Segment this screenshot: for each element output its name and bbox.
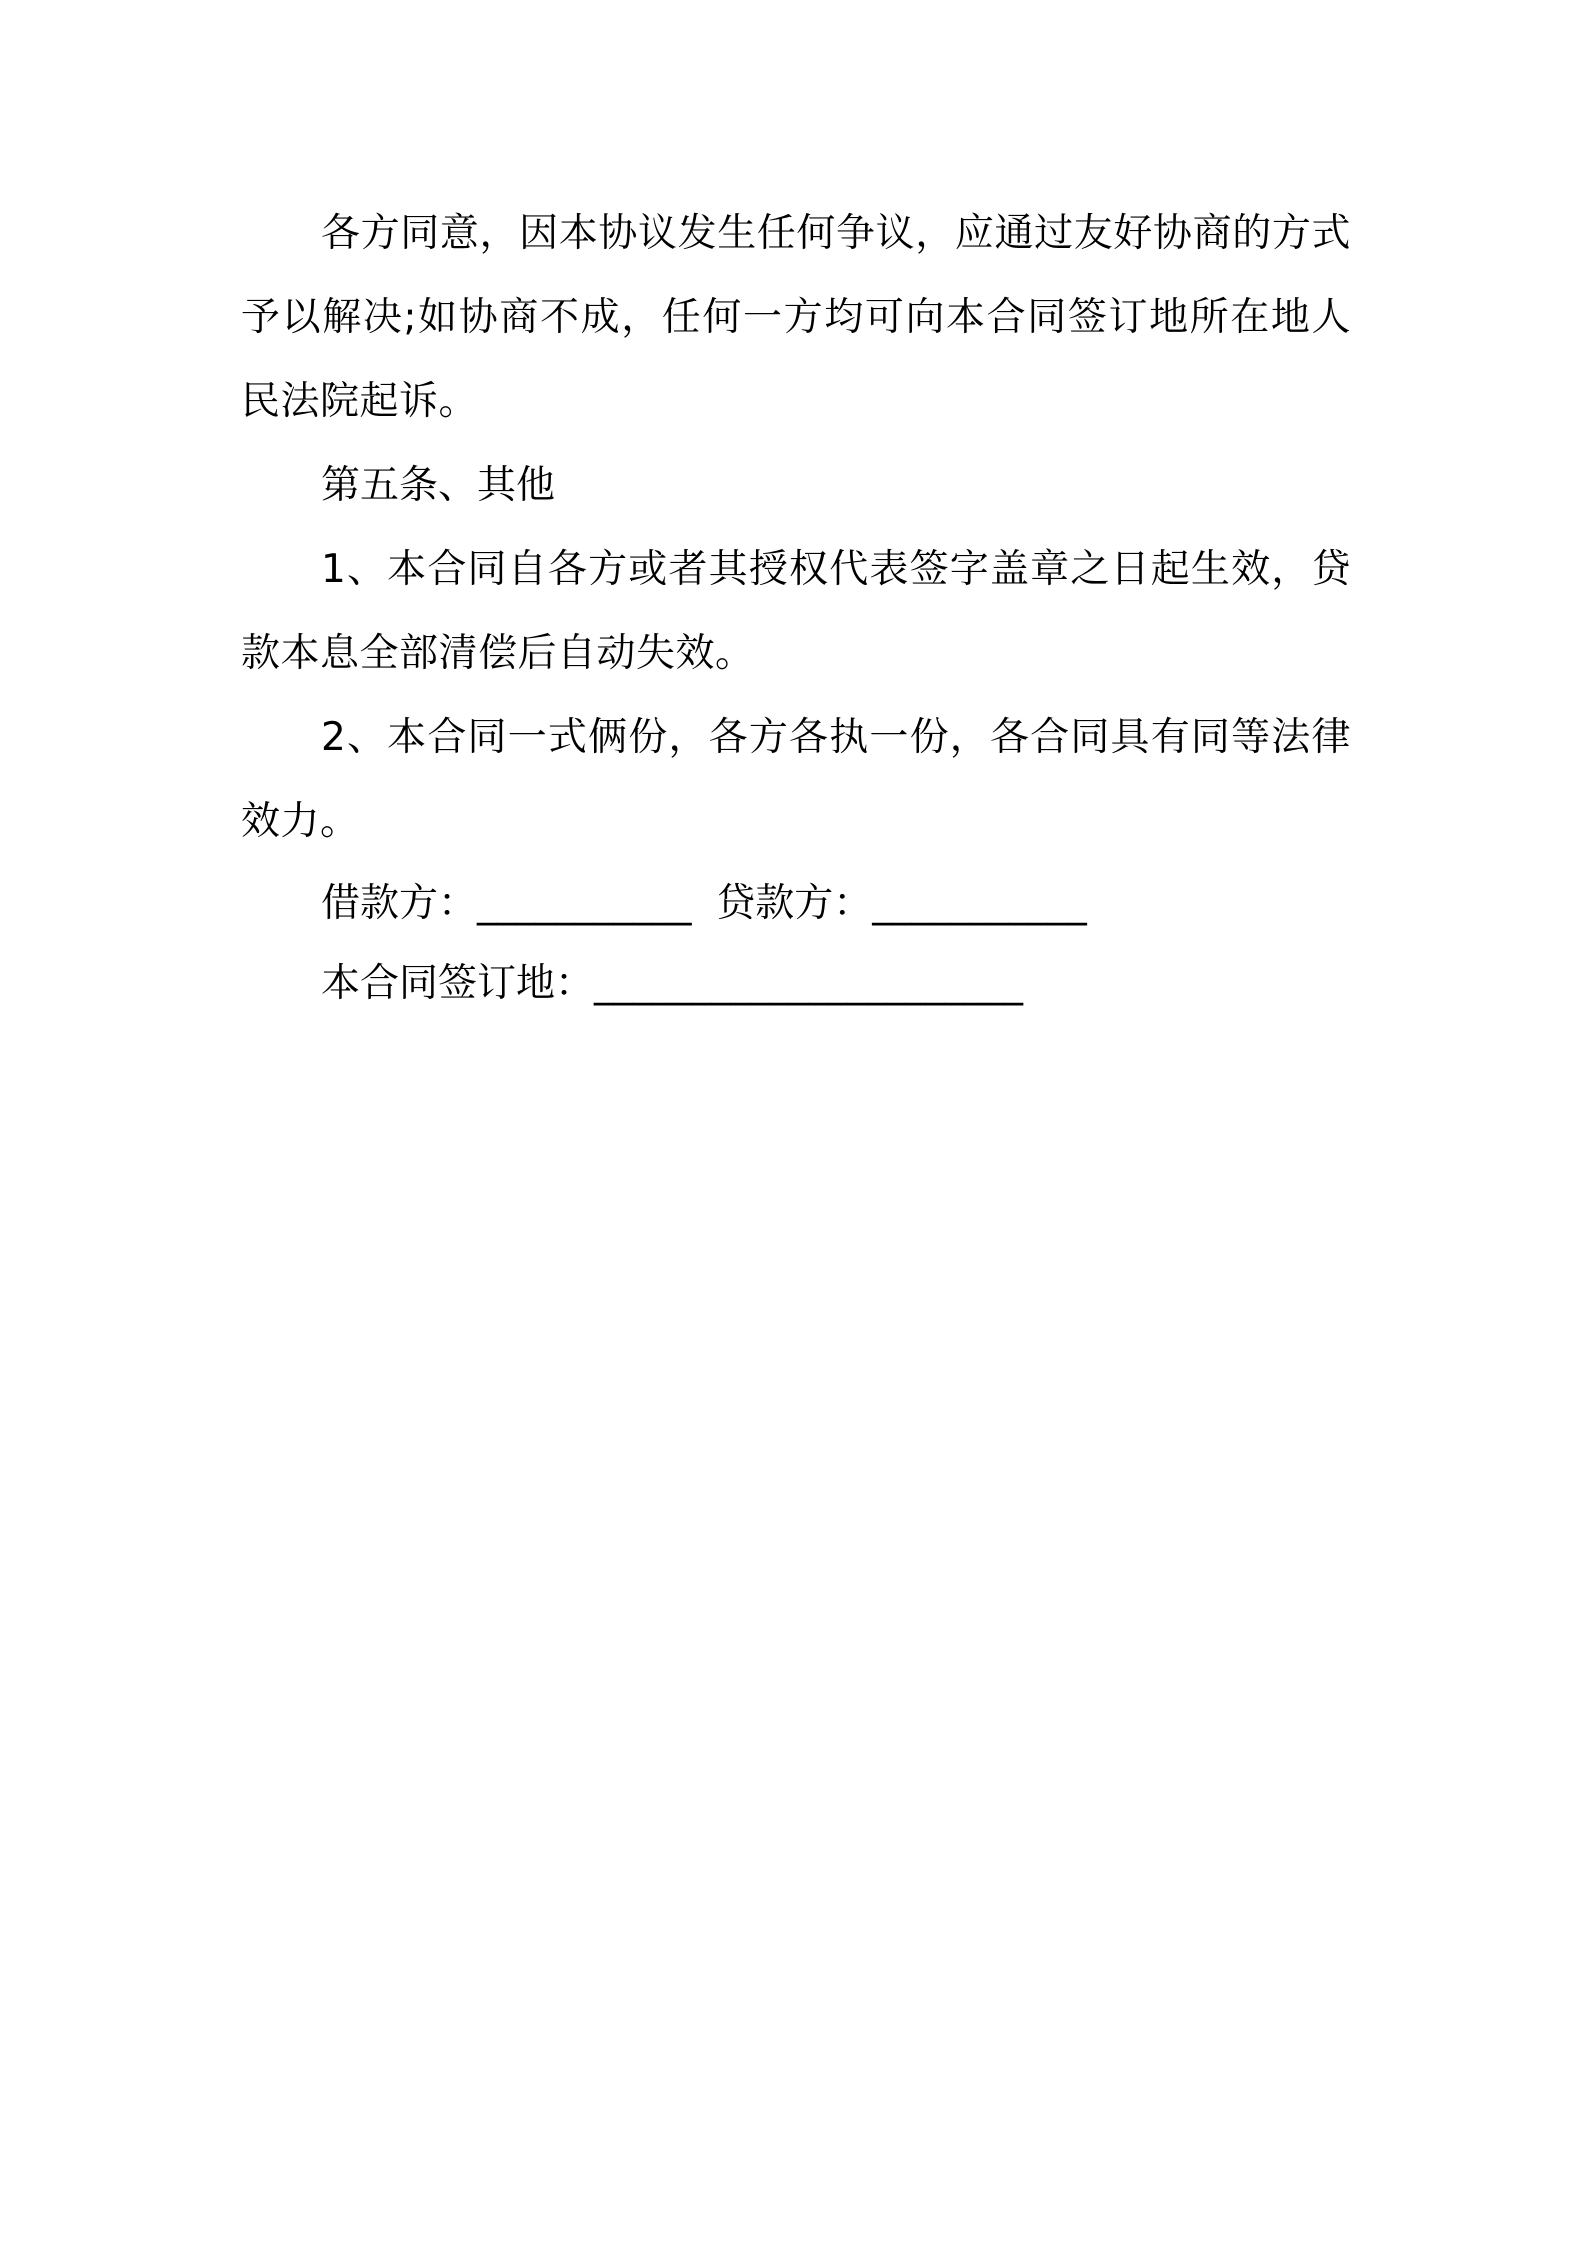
signature-parties-line: 借款方：___________ 贷款方：___________ (321, 881, 1087, 926)
clause-2-paragraph: 2、本合同一式俩份，各方各执一份，各合同具有同等法律效力。 (241, 715, 1351, 844)
dispute-resolution-paragraph: 各方同意，因本协议发生任何争议，应通过友好协商的方式予以解决;如协商不成，任何一方均可向本合同签订地所在地人民法院起诉。 (241, 211, 1351, 424)
section-heading-article-five: 第五条、其他 (321, 463, 556, 508)
document-body (241, 192, 1351, 1024)
signing-place-line: 本合同签订地：______________________ (321, 961, 1024, 1006)
clause-1-paragraph: 1、本合同自各方或者其授权代表签字盖章之日起生效，贷款本息全部清偿后自动失效。 (241, 547, 1351, 676)
